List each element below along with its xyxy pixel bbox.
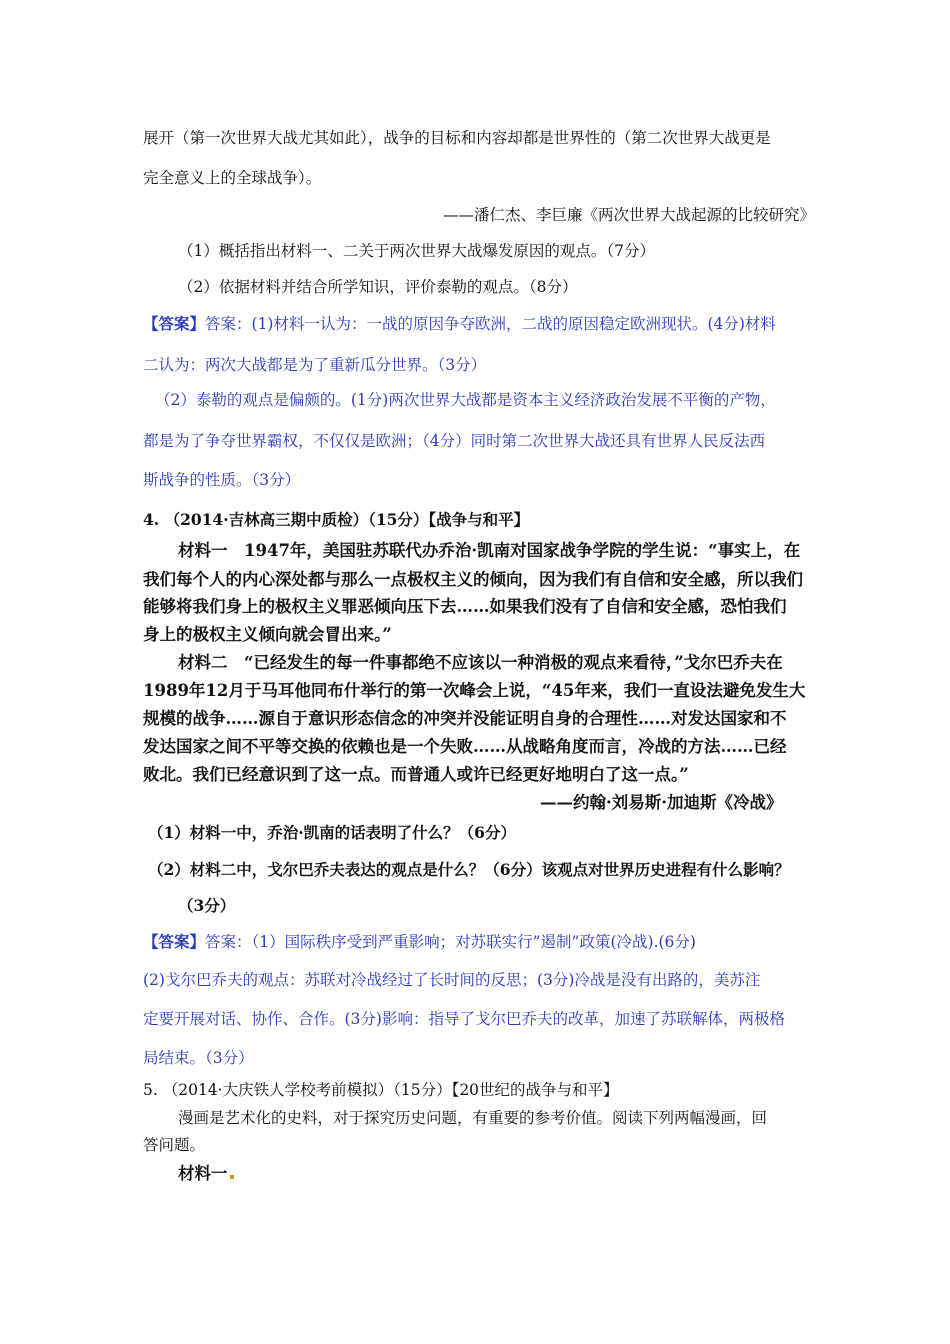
q4-answer-line-3: 定要开展对话、协作、合作。(3分)影响：指导了戈尔巴乔夫的改革，加速了苏联解体，两极格 xyxy=(143,1010,785,1028)
q5-intro-line-1: 漫画是艺术化的史料，对于探究历史问题，有重要的参考价值。阅读下列两幅漫画，回 xyxy=(178,1109,768,1127)
q3-answer-line-2: 二认为：两次大战都是为了重新瓜分世界。（3分） xyxy=(143,356,487,374)
q4-material-2-line-5: 败北。我们已经意识到了这一点。而普通人或许已经更好地明白了这一点。” xyxy=(143,765,689,784)
answer-tag: 【答案】 xyxy=(143,932,206,951)
q3-source: ——潘仁杰、李巨廉《两次世界大战起源的比较研究》 xyxy=(443,206,816,224)
q4-subquestion-1: （1）材料一中，乔治·凯南的话表明了什么？（6分） xyxy=(148,823,516,842)
q3-answer-text: 答案：(1)材料一认为：一战的原因争夺欧洲，二战的原因稳定欧洲现状。(4分)材料 xyxy=(205,315,776,333)
q5-intro-line-2: 答问题。 xyxy=(143,1136,206,1154)
q5-heading: 5. （2014·大庆铁人学校考前模拟）（15分）【20世纪的战争与和平】 xyxy=(143,1081,619,1099)
q4-material-1-line-1: 材料一 1947年，美国驻苏联代办乔治·凯南对国家战争学院的学生说：“事实上，在 xyxy=(178,541,801,560)
q4-material-2-line-4: 发达国家之间不平等交换的依赖也是一个失败……从战略角度而言，冷战的方法……已经 xyxy=(143,737,787,756)
q4-material-1-line-2: 我们每个人的内心深处都与那么一点极权主义的倾向，因为我们有自信和安全感，所以我们 xyxy=(143,570,803,589)
q4-answer-text: 答案：（1）国际秩序受到严重影响；对苏联实行”遏制”政策(冷战).(6分) xyxy=(205,933,696,951)
q4-material-1-line-4: 身上的极权主义倾向就会冒出来。” xyxy=(143,625,392,644)
q4-material-2-line-1: 材料二 “已经发生的每一件事都绝不应该以一种消极的观点来看待，”戈尔巴乔夫在 xyxy=(178,653,783,672)
q5-material-1-label: 材料一 xyxy=(178,1164,228,1183)
q3-subquestion-2: （2）依据材料并结合所学知识，评价泰勒的观点。（8分） xyxy=(178,278,578,296)
q3-subquestion-1: （1）概括指出材料一、二关于两次世界大战爆发原因的观点。（7分） xyxy=(178,242,655,260)
q3-text-line-1: 展开（第一次世界大战尤其如此），战争的目标和内容却都是世界性的（第二次世界大战更是 xyxy=(143,129,771,147)
q4-material-1-line-3: 能够将我们身上的极权主义罪恶倾向压下去……如果我们没有了自信和安全感，恐怕我们 xyxy=(143,597,787,616)
q3-answer-line-1 xyxy=(143,314,776,334)
q4-answer-line-4: 局结束。（3分） xyxy=(143,1049,254,1067)
q3-answer-line-3: （2）泰勒的观点是偏颇的。(1分)两次世界大战都是资本主义经济政治发展不平衡的产物， xyxy=(155,391,776,409)
q3-answer-line-5: 斯战争的性质。（3分） xyxy=(143,471,301,489)
q4-material-2-line-3: 规模的战争……源自于意识形态信念的冲突并没能证明自身的合理性……对发达国家和不 xyxy=(143,709,787,728)
q4-answer-line-1 xyxy=(143,932,696,952)
q3-text-line-2: 完全意义上的全球战争）。 xyxy=(143,169,322,187)
q4-heading: 4. （2014·吉林高三期中质检）（15分）【战争与和平】 xyxy=(143,510,530,529)
q4-subquestion-2: （2）材料二中，戈尔巴乔夫表达的观点是什么？（6分）该观点对世界历史进程有什么影响？ xyxy=(148,860,790,879)
q3-answer-line-4: 都是为了争夺世界霸权，不仅仅是欧洲；（4分）同时第二次世界大战还具有世界人民反法西 xyxy=(143,432,766,450)
cursor-mark-icon xyxy=(230,1175,234,1179)
q5-material-1 xyxy=(178,1164,234,1184)
q4-material-2-line-2: 1989年12月于马耳他同布什举行的第一次峰会上说，“45年来，我们一直设法避免发生大 xyxy=(143,681,806,700)
q4-answer-line-2: (2)戈尔巴乔夫的观点：苏联对冷战经过了长时间的反思；(3分)冷战是没有出路的，美苏注 xyxy=(143,971,761,989)
q4-subquestion-2-score: （3分） xyxy=(178,896,236,915)
q4-source: ——约翰·刘易斯·加迪斯《冷战》 xyxy=(540,793,783,812)
answer-tag: 【答案】 xyxy=(143,314,206,333)
